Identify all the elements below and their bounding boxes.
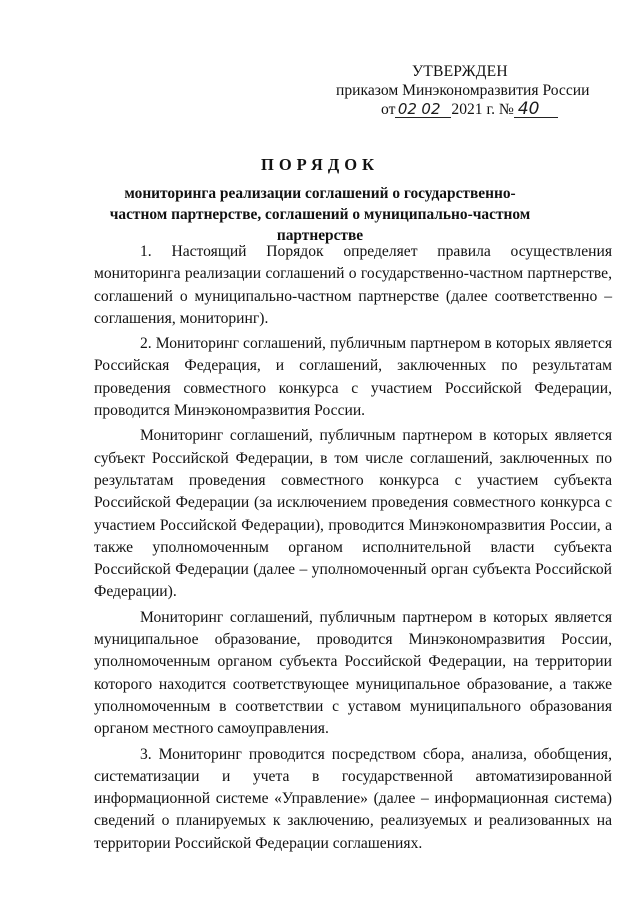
approved-label: УТВЕРЖДЕН: [412, 63, 508, 80]
handwritten-day: 02: [395, 102, 419, 118]
paragraph-3: Мониторинг соглашений, публичным партнером в которых является субъект Российской Федерации, в том числе соглашений, заключенных по результатам проведения совместного конкурса с участием субъекта Российской Федерации (за исключением проведения совместного конкурса с участием Российской Федерации), проводится Минэкономразвития России, а также уполномоченным органом исполнительной власти субъекта Российской Федерации (далее – уполномоченный орган субъекта Российской Федерации).: [94, 427, 612, 601]
document-subtitle: мониторинга реализации соглашений о государственно-частном партнерстве, соглашений о муниципально-частном партнерстве: [109, 185, 531, 244]
approval-stamp: [332, 62, 622, 119]
date-year: 2021 г. №: [451, 101, 514, 118]
handwritten-month: 02: [419, 102, 451, 118]
date-prefix: от: [381, 101, 396, 118]
order-date-line: [332, 100, 622, 119]
document-body: [94, 241, 612, 858]
handwritten-order-number: 40: [514, 102, 558, 118]
document-title: ПОРЯДОК: [261, 155, 379, 174]
paragraph-2: 2. Мониторинг соглашений, публичным партнером в которых является Российская Федерация, и соглашений, заключенных по результатам проведения совместного конкурса с участием Российской Федерации, проводится Минэкономразвития России.: [94, 335, 612, 420]
paragraph-1: 1. Настоящий Порядок определяет правила осуществления мониторинга реализации соглашений о государственно-частном партнерстве, соглашений о муниципально-частном партнерстве (далее соответственно – соглашения, мониторинг).: [94, 243, 612, 327]
paragraph-5: 3. Мониторинг проводится посредством сбора, анализа, обобщения, систематизации и учета в государственной автоматизированной информационной системе «Управление» (далее – информационная система) сведений о планируемых к заключению, реализуемых и реализованных на территории Российской Федерации соглашениях.: [94, 745, 612, 852]
paragraph-4: Мониторинг соглашений, публичным партнером в которых является муниципальное образование, проводится Минэкономразвития России, уполномоченным органом субъекта Российской Федерации, на территории которого находится соответствующее муниципальное образование, а также уполномоченным в соответствии с уставом муниципального образования органом местного самоуправления.: [94, 608, 612, 738]
order-label: приказом Минэкономразвития России: [336, 82, 590, 99]
